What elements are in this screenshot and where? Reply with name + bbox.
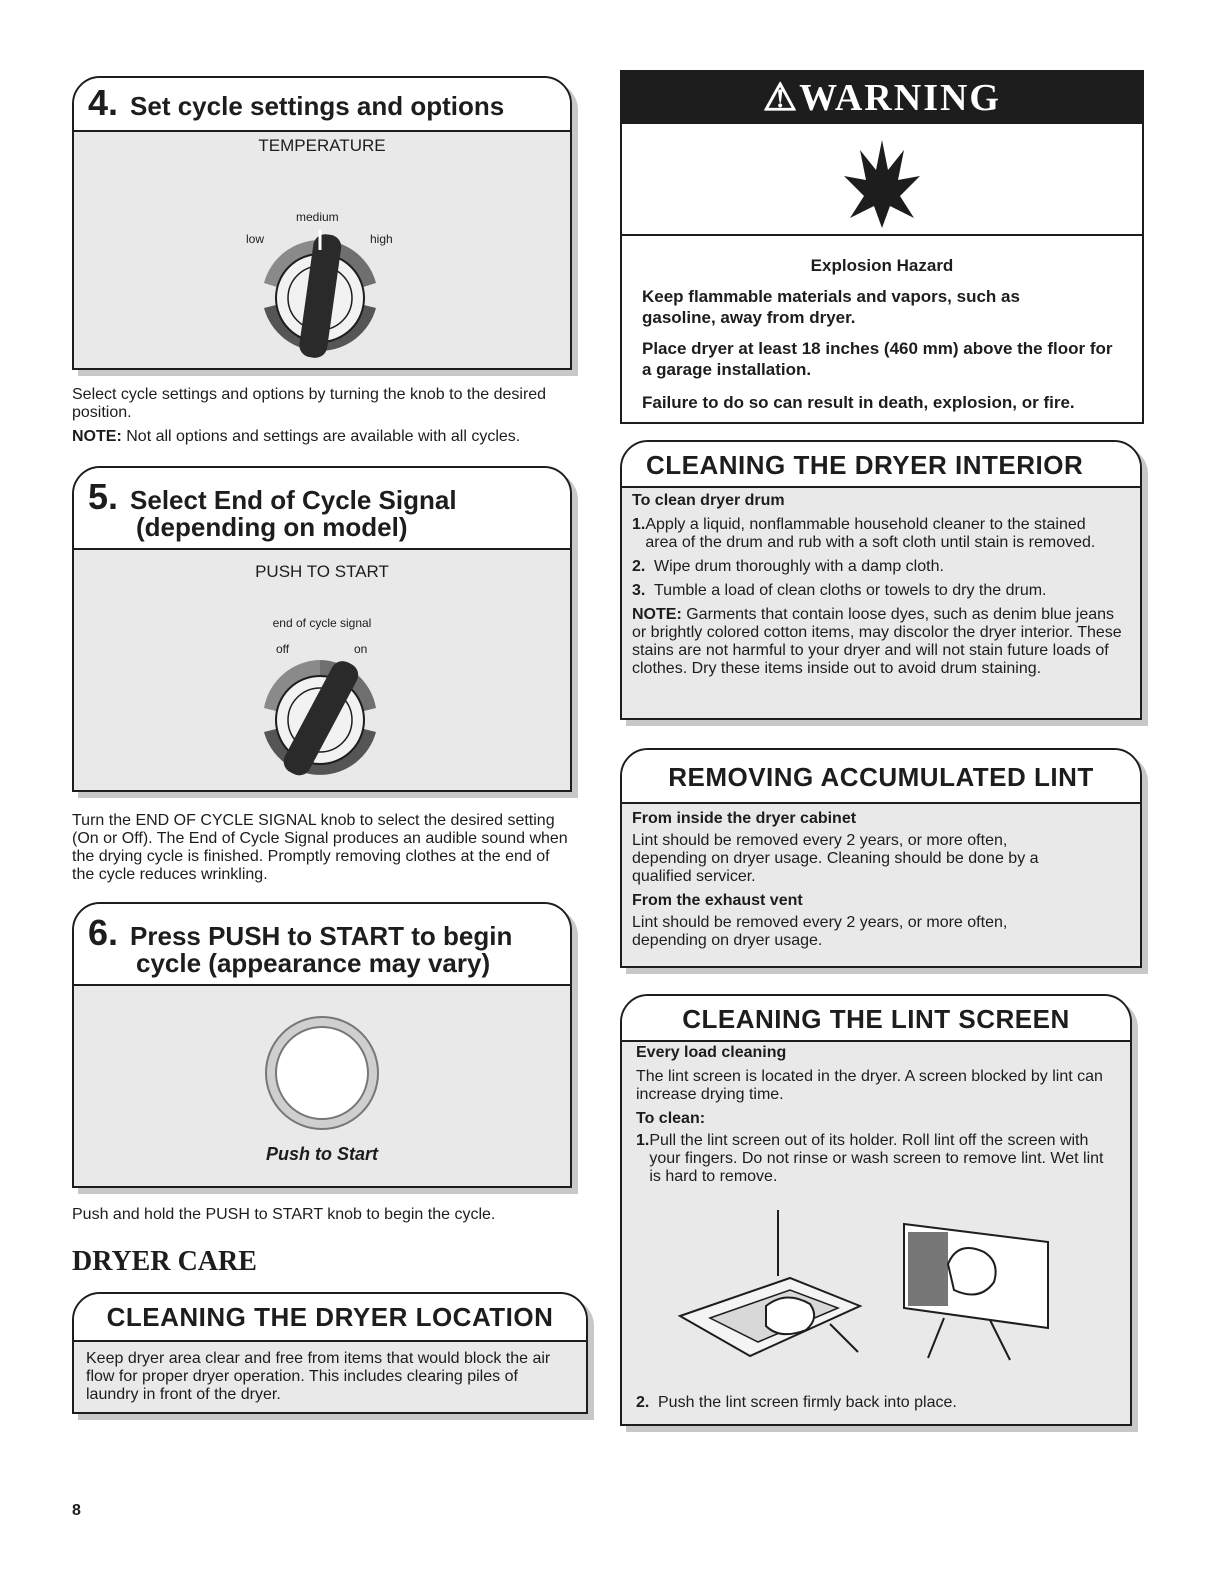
lint-text1: Lint should be removed every 2 years, or more often, depending on dryer usage. Cleaning should be done by a qualified servicer. — [632, 832, 1039, 885]
screen-list-item-1: 1. Pull the lint screen out of its holder. Roll lint off the screen with your fingers. Do not rinse or wash screen to remove lint. Wet lint is hard to remove. — [636, 1132, 1104, 1185]
step6-header — [74, 904, 570, 986]
step6-description: Push and hold the PUSH to START knob to begin the cycle. — [72, 1206, 496, 1223]
interior-list-item: 2. Wipe drum thoroughly with a damp cloth. — [632, 558, 944, 575]
push-to-start-label: Push to Start — [265, 1144, 378, 1164]
push-to-start-button-icon[interactable] — [257, 1008, 387, 1138]
warning-banner: ⚠WARNING — [622, 72, 1142, 124]
lint-text2: Lint should be removed every 2 years, or more often, depending on dryer usage. — [632, 914, 1008, 949]
step6-panel — [72, 902, 572, 1188]
lint-panel — [620, 748, 1142, 968]
interior-list-item: 3. Tumble a load of clean cloths or towels to dry the drum. — [632, 582, 1047, 599]
step5-description: Turn the END OF CYCLE SIGNAL knob to select the desired setting (On or Off). The End of Cycle Signal produces an audible sound when the drying cycle is finished. Promptly removing clothes at the end of the cycle reduces wrinkling. — [72, 812, 568, 883]
lint-screen-close-up-illustration — [898, 1208, 1058, 1368]
push-to-start-caption: PUSH TO START — [255, 562, 389, 581]
dryer-location-header — [74, 1294, 586, 1342]
interior-panel — [620, 440, 1142, 720]
temperature-caption: TEMPERATURE — [258, 136, 386, 155]
lint-screen-removal-illustration — [670, 1206, 870, 1376]
interior-header — [622, 442, 1140, 488]
screen-sub1: Every load cleaning — [636, 1044, 787, 1061]
interior-list — [632, 516, 1122, 678]
dryer-care-heading: DRYER CARE — [72, 1246, 257, 1277]
screen-panel — [620, 994, 1132, 1426]
screen-list-item-2: 2. Push the lint screen firmly back into place. — [636, 1394, 957, 1411]
warning-line-2: Place dryer at least 18 inches (460 mm) above the floor for a garage installation. — [642, 339, 1113, 379]
screen-header — [622, 996, 1130, 1042]
screen-title: CLEANING THE LINT SCREEN — [682, 1004, 1070, 1034]
interior-list-item: 1. Apply a liquid, nonflammable household cleaner to the stained area of the drum and rub with a soft cloth until stain is removed. — [632, 516, 1096, 551]
dial-low-label: low — [246, 232, 265, 246]
step4-header — [74, 78, 570, 132]
warning-divider — [622, 234, 1142, 236]
screen-text1: The lint screen is located in the dryer. A screen blocked by lint can increase drying time. — [636, 1068, 1103, 1103]
end-of-cycle-signal-label: end of cycle signal — [272, 616, 372, 630]
screen-sub2: To clean: — [636, 1110, 706, 1127]
interior-subhead: To clean dryer drum — [632, 492, 785, 509]
dryer-location-text: Keep dryer area clear and free from items that would block the air flow for proper dryer operation. This includes clearing piles of laundry in front of the dryer. — [86, 1350, 551, 1403]
warning-line-3: Failure to do so can result in death, explosion, or fire. — [642, 393, 1075, 412]
step5-title-line2: (depending on model) — [136, 512, 408, 542]
explosion-icon — [842, 136, 922, 232]
step4-description: Select cycle settings and options by turning the knob to the desired position. — [72, 386, 547, 421]
interior-title: CLEANING THE DRYER INTERIOR — [646, 450, 1084, 480]
lint-title: REMOVING ACCUMULATED LINT — [668, 762, 1094, 792]
step4-panel — [72, 76, 572, 370]
lint-header — [622, 750, 1140, 804]
step4-title: 4. Set cycle settings and options — [88, 82, 505, 123]
warning-line-1: Keep flammable materials and vapors, such as gasoline, away from dryer. — [642, 287, 1020, 327]
step6-title-line2: cycle (appearance may vary) — [136, 948, 491, 978]
step5-header — [74, 468, 570, 550]
lint-sub2: From the exhaust vent — [632, 892, 803, 909]
dial-medium-label: medium — [296, 210, 339, 224]
dryer-location-title: CLEANING THE DRYER LOCATION — [106, 1302, 554, 1332]
dial-off-label: off — [276, 642, 290, 656]
warning-panel — [620, 70, 1144, 424]
temperature-dial-icon[interactable] — [250, 228, 390, 358]
dryer-location-panel — [72, 1292, 588, 1414]
lint-sub1: From inside the dryer cabinet — [632, 810, 857, 827]
dial-on-label: on — [354, 642, 368, 656]
dial-high-label: high — [370, 232, 393, 246]
step5-title: 5. Select End of Cycle Signal — [88, 476, 457, 517]
warning-triangle-icon: ⚠ — [763, 77, 800, 119]
step5-panel — [72, 466, 572, 792]
step6-title: 6. Press PUSH to START to begin — [88, 912, 513, 953]
end-of-cycle-dial-icon[interactable] — [250, 648, 390, 783]
explosion-hazard-title: Explosion Hazard — [810, 256, 954, 275]
interior-note: NOTE: Garments that contain loose dyes, such as denim blue jeans or brightly colored cotton items, may discolor the dryer interior. These stains are not harmful to your dryer and will not stain future loads of clothes. Dry these items inside out to avoid drum staining. — [632, 606, 1122, 677]
step4-note: NOTE: Not all options and settings are available with all cycles. — [72, 428, 521, 445]
page-number: 8 — [72, 1502, 81, 1519]
